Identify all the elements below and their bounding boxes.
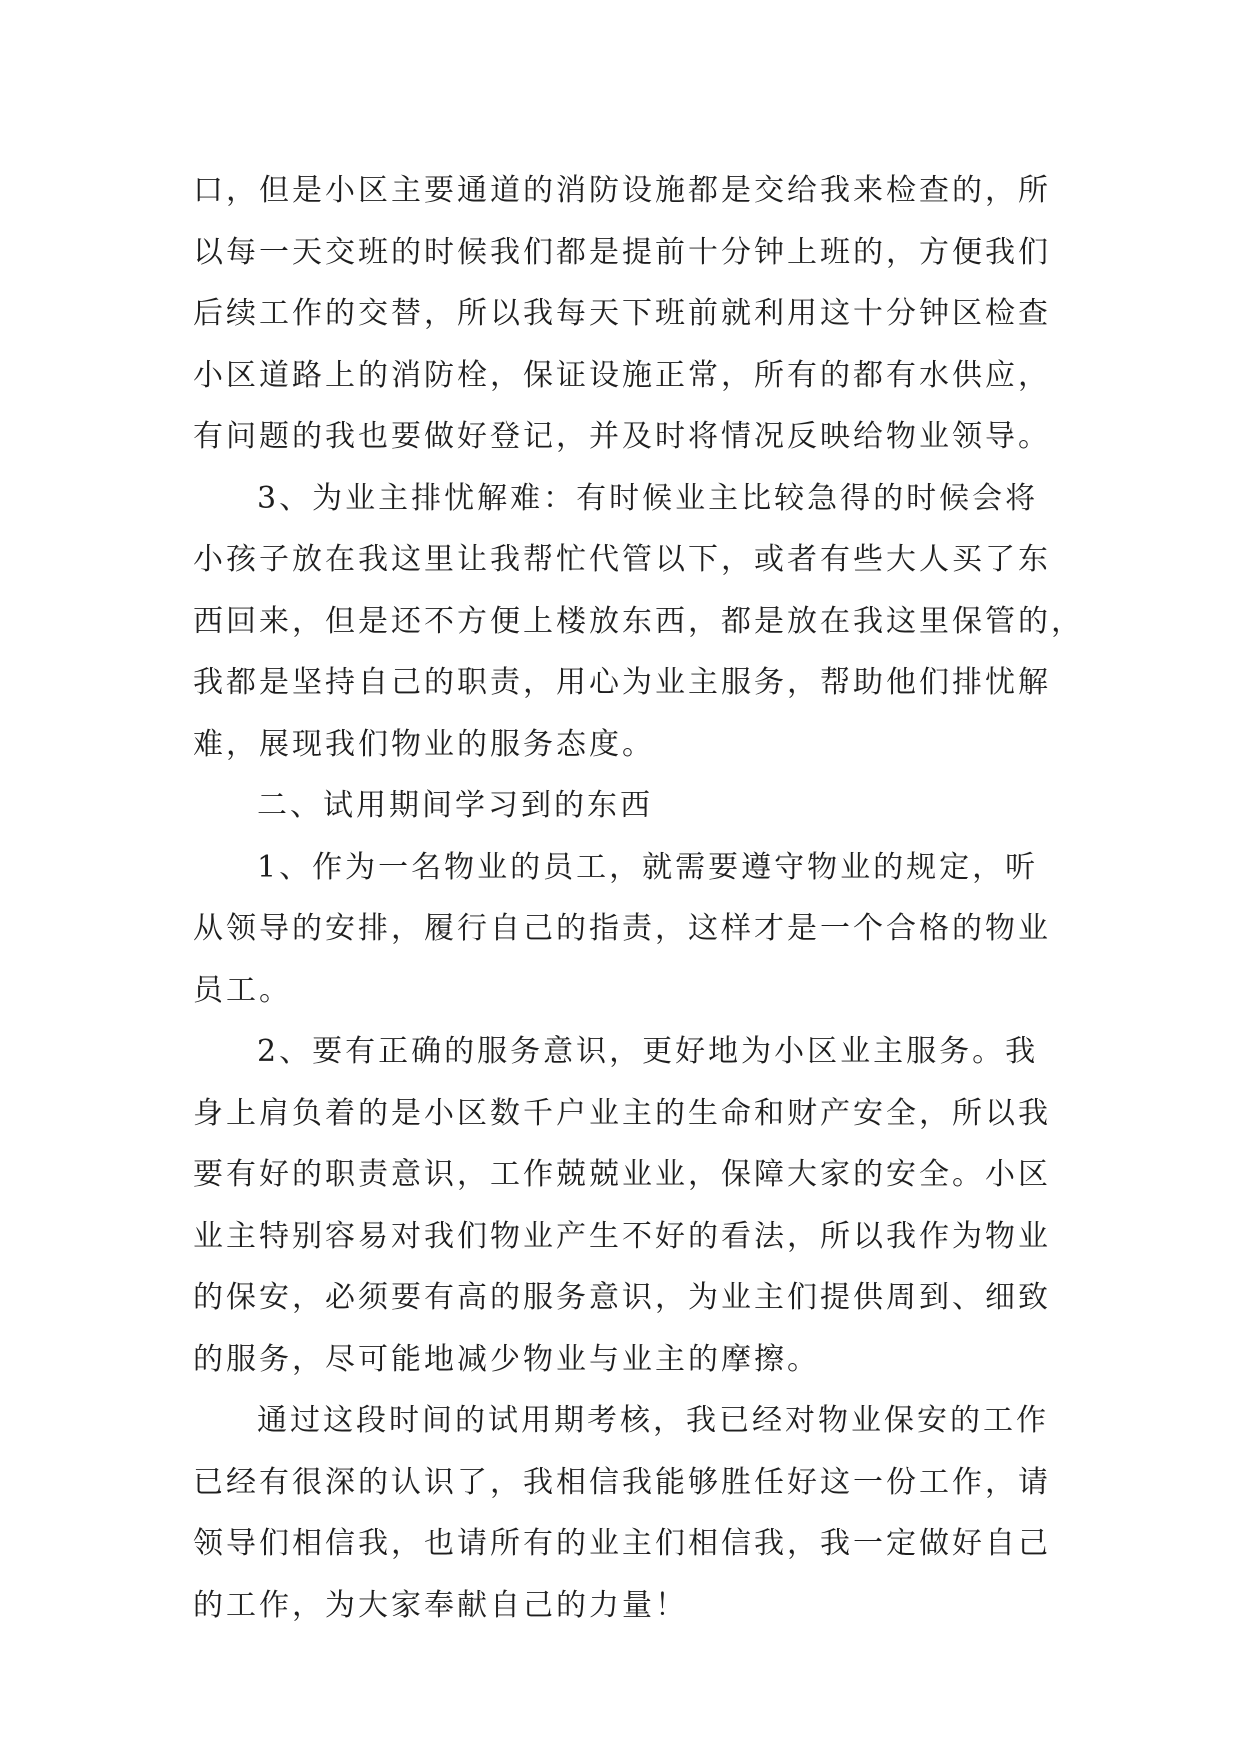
text-line: 西回来，但是还不方便上楼放东西，都是放在我这里保管的， — [193, 603, 1084, 639]
paragraph-start-line: 通过这段时间的试用期考核，我已经对物业保安的工作 — [257, 1403, 1049, 1438]
text-line: 的工作，为大家奉献自己的力量！ — [193, 1587, 688, 1623]
text-line: 员工。 — [193, 972, 292, 1008]
text-line: 已经有很深的认识了，我相信我能够胜任好这一份工作，请 — [193, 1464, 1051, 1500]
paragraph-start-line: 3、为业主排忧解难：有时候业主比较急得的时候会将 — [257, 480, 1039, 516]
text-line: 业主特别容易对我们物业产生不好的看法，所以我作为物业 — [193, 1218, 1051, 1254]
text-line: 我都是坚持自己的职责，用心为业主服务，帮助他们排忧解 — [193, 665, 1051, 700]
text-line: 从领导的安排，履行自己的指责，这样才是一个合格的物业 — [193, 911, 1051, 946]
text-line: 小孩子放在我这里让我帮忙代管以下，或者有些大人买了东 — [193, 542, 1051, 577]
document-body — [193, 160, 1084, 1636]
text-line: 有问题的我也要做好登记，并及时将情况反映给物业领导。 — [193, 419, 1051, 454]
text-line: 小区道路上的消防栓，保证设施正常，所有的都有水供应， — [193, 357, 1051, 393]
text-line: 领导们相信我，也请所有的业主们相信我，我一定做好自己 — [193, 1526, 1051, 1561]
text-line: 后续工作的交替，所以我每天下班前就利用这十分钟区检查 — [193, 296, 1051, 331]
section-heading: 二、试用期间学习到的东西 — [257, 788, 653, 823]
text-line: 身上肩负着的是小区数千户业主的生命和财产安全，所以我 — [193, 1095, 1051, 1131]
text-line: 口，但是小区主要通道的消防设施都是交给我来检查的，所 — [193, 173, 1051, 208]
text-line: 的服务，尽可能地减少物业与业主的摩擦。 — [193, 1341, 820, 1377]
paragraph-start-line: 1、作为一名物业的员工，就需要遵守物业的规定，听 — [257, 849, 1039, 885]
text-line: 的保安，必须要有高的服务意识，为业主们提供周到、细致 — [193, 1280, 1051, 1315]
text-line: 难，展现我们物业的服务态度。 — [193, 726, 655, 762]
text-line: 要有好的职责意识，工作兢兢业业，保障大家的安全。小区 — [193, 1157, 1051, 1192]
text-line: 以每一天交班的时候我们都是提前十分钟上班的，方便我们 — [193, 234, 1051, 270]
paragraph-start-line: 2、要有正确的服务意识，更好地为小区业主服务。我 — [257, 1034, 1039, 1069]
